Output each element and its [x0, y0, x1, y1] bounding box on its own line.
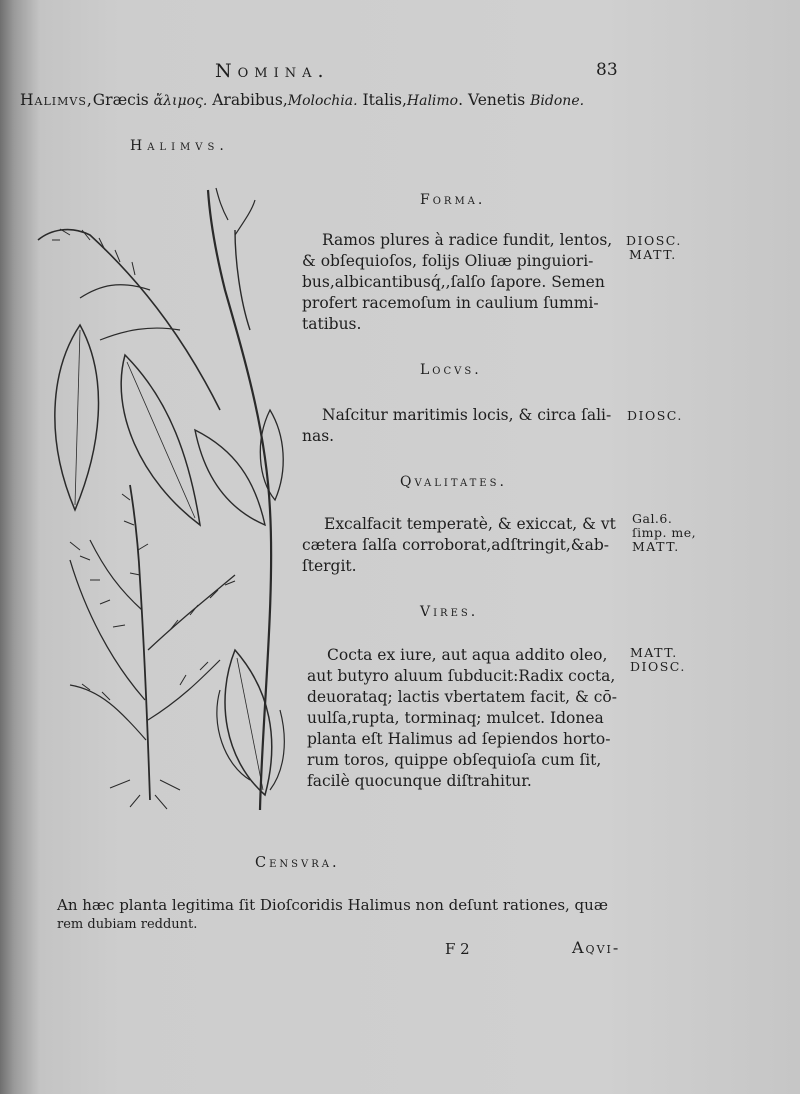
text-line: Naſcitur maritimis locis, & circa ſali-: [322, 406, 612, 424]
text-line: aut butyro aluum ſubducit:Radix cocta,: [307, 667, 616, 685]
margin-ref: DIOSC.: [630, 659, 686, 674]
venetian-name: Bidone.: [530, 93, 585, 109]
text-line: Cocta ex iure, aut aqua addito oleo,: [327, 646, 608, 664]
vires-margin-note: [630, 646, 686, 674]
signature-mark: F 2: [445, 940, 470, 958]
catchword: Aqvi-: [572, 938, 621, 957]
margin-ref: MATT.: [630, 645, 678, 660]
halimus-name: Halimvs,: [20, 91, 93, 109]
forma-margin-note: [626, 234, 682, 262]
forma-heading: Forma.: [420, 192, 486, 208]
forma-text: [302, 230, 637, 335]
text-line: tatibus.: [302, 315, 362, 333]
italis-label: Italis,: [357, 91, 407, 109]
text-line: Excalfacit temperatè, & exiccat, & vt: [324, 515, 616, 533]
text-line: ſtergit.: [302, 557, 357, 575]
plant-label: Halimvs.: [130, 138, 229, 154]
text-line: Ramos plures à radice fundit, lentos,: [322, 231, 613, 249]
margin-ref: DIOSC.: [626, 233, 682, 248]
locus-text: [302, 405, 637, 447]
vires-text: [307, 645, 642, 792]
locus-heading: Locvs.: [420, 362, 482, 378]
margin-ref: ſimp. me,: [632, 525, 697, 540]
vires-heading: Vires.: [420, 604, 479, 620]
page-number: 83: [596, 60, 618, 80]
arabibus-label: Arabibus,: [207, 91, 288, 109]
text-line: An hæc planta legitima ſit Dioſcoridis Halimus non deſunt rationes, quæ: [57, 896, 608, 914]
text-line: rem dubiam reddunt.: [57, 917, 198, 932]
qualitates-heading: Qvalitates.: [400, 474, 507, 490]
halimus-woodcut-illustration: [30, 180, 310, 820]
margin-ref: Gal.6.: [632, 511, 673, 526]
graecis-label: Græcis: [92, 91, 154, 109]
qualitates-text: [302, 514, 637, 577]
text-line: facilè quocunque diſtrahitur.: [307, 772, 532, 790]
greek-name: ἄλιμος.: [153, 93, 208, 109]
names-line: [20, 91, 620, 109]
margin-ref: MATT.: [632, 539, 680, 554]
locus-margin-note: [627, 409, 683, 423]
text-line: cætera ſalſa corroborat,adſtringit,&ab-: [302, 536, 610, 554]
arabic-name: Molochia.: [287, 93, 358, 109]
margin-ref: MATT.: [629, 247, 677, 262]
margin-ref: DIOSC.: [627, 408, 683, 423]
censura-text: [57, 895, 647, 935]
text-line: nas.: [302, 427, 335, 445]
qualitates-margin-note: [632, 512, 696, 554]
text-line: uulſa,rupta, torminaq; mulcet. Idonea: [307, 709, 604, 727]
text-line: rum toros, quippe obſequioſa cum ſit,: [307, 751, 602, 769]
text-line: profert racemoſum in caulium ſummi-: [302, 294, 599, 312]
italian-name: Halimo: [406, 93, 459, 109]
censura-heading: Censvra.: [255, 855, 340, 871]
text-line: & obſequioſos, folijs Oliuæ pinguiori-: [302, 252, 594, 270]
running-head: Nomina.: [215, 60, 330, 82]
text-line: bus,albicantibusq́,,ſalſo ſapore. Semen: [302, 273, 605, 291]
text-line: deuorataq; lactis vbertatem facit, & cō-: [307, 688, 617, 706]
venetis-label: . Venetis: [458, 91, 531, 109]
text-line: planta eſt Halimus ad ſepiendos horto-: [307, 730, 611, 748]
